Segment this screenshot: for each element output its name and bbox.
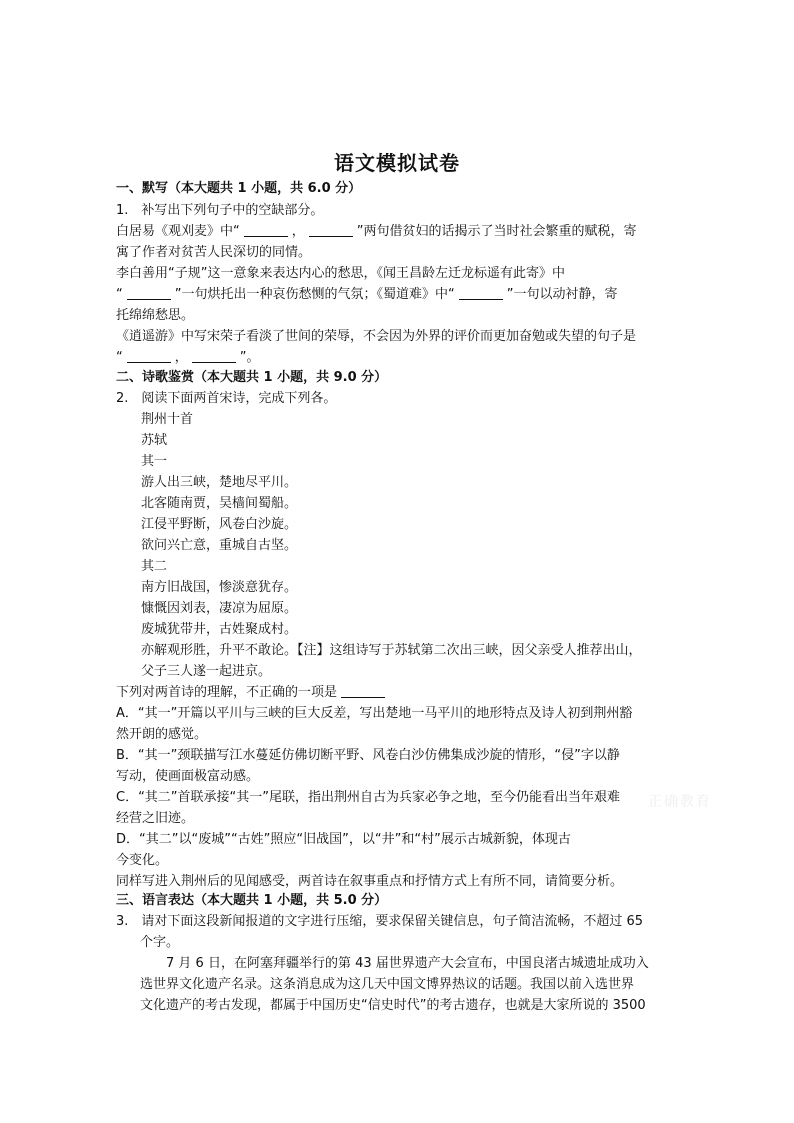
news-paragraph-line: 7 月 6 日，在阿塞拜疆举行的第 43 届世界遗产大会宣布，中国良渚古城遗址成功入 — [166, 956, 649, 971]
text: ”一句烘托出一种哀伤愁恻的气氛；《蜀道难》中“ — [174, 287, 455, 302]
question-1-line: 托绵绵愁思。 — [116, 308, 195, 323]
answer-blank[interactable] — [341, 685, 385, 698]
section-heading-2: 二、诗歌鉴赏（本大题共 1 小题，共 9.0 分） — [116, 370, 388, 385]
poem-line: 废城犹带井，古姓聚成村。 — [141, 622, 298, 637]
poem-line: 其二 — [141, 559, 168, 574]
poem-line: 慷慨因刘表，凄凉为屈原。 — [141, 601, 298, 616]
question-3-stem: 3. 请对下面这段新闻报道的文字进行压缩，要求保留关键信息，句子简洁流畅，不超过 65 — [116, 914, 644, 929]
option-line: D．“其二”以“废城”“古姓”照应“旧战国”，以“井”和“村”展示古城新貌，体现古 — [116, 832, 571, 847]
question-2-stem: 2. 阅读下面两首宋诗，完成下列各。 — [116, 391, 337, 406]
section-heading-1: 一、默写（本大题共 1 小题，共 6.0 分） — [116, 181, 362, 196]
news-paragraph-line: 文化遗产的考古发现，都属于中国历史“信史时代”的考古遗存，也就是大家所说的 3500 — [140, 998, 646, 1013]
answer-blank[interactable] — [459, 287, 503, 300]
question-1-line — [116, 287, 617, 303]
answer-blank[interactable] — [192, 350, 236, 363]
question-1-line: 寓了作者对贫苦人民深切的同情。 — [116, 245, 312, 260]
option-line: 今变化。 — [116, 853, 169, 868]
poem-line: 其一 — [141, 454, 168, 469]
text: “ — [116, 287, 123, 302]
poem-line: 北客随南贾，吴樯间蜀船。 — [141, 496, 298, 511]
option-line: 经营之旧迹。 — [116, 811, 195, 826]
answer-blank[interactable] — [127, 287, 171, 300]
poem-last-line: 亦解观形胜，升平不敢论。 — [141, 643, 298, 658]
option-line: C．“其二”首联承接“其一”尾联，指出荆州自古为兵家必争之地，至今仍能看出当年艰难 — [116, 790, 621, 805]
poem-line: 荆州十首 — [141, 412, 194, 427]
answer-blank[interactable] — [309, 224, 353, 237]
poem-line: 欲问兴亡意，重城自古坚。 — [141, 538, 298, 553]
question-2-ask — [116, 685, 389, 701]
text: 白居易《观刈麦》中“ — [116, 224, 240, 239]
question-1-line — [116, 224, 637, 240]
question-2-analysis: 同样写进入荆州后的见闻感受，两首诗在叙事重点和抒情方式上有所不同，请简要分析。 — [116, 874, 624, 889]
poem-line: 南方旧战国，惨淡意犹存。 — [141, 580, 298, 595]
text: ”。 — [239, 350, 260, 365]
option-line: 然开朗的感觉。 — [116, 727, 208, 742]
poem-note-line — [141, 643, 642, 659]
section-heading-3: 三、语言表达（本大题共 1 小题，共 5.0 分） — [116, 893, 388, 908]
poem-note-line: 父子三人遂一起进京。 — [141, 664, 272, 679]
option-line: B．“其一”颈联描写江水蔓延仿佛切断平野、风卷白沙仿佛集成沙旋的情形，“侵”字以静 — [116, 748, 620, 763]
question-3-stem: 个字。 — [140, 935, 180, 950]
news-paragraph-line: 选世界文化遗产名录。这条消息成为这几天中国文博界热议的话题。我国以前入选世界 — [140, 977, 635, 992]
watermark: 正确教育 — [648, 794, 712, 810]
poem-line: 苏轼 — [141, 433, 168, 448]
text: “ — [116, 350, 123, 365]
answer-blank[interactable] — [244, 224, 288, 237]
text: ， — [174, 350, 188, 365]
question-1-stem: 1. 补写出下列句子中的空缺部分。 — [116, 203, 324, 218]
text: ”一句以动衬静，寄 — [506, 287, 618, 302]
question-1-line: 李白善用“子规”这一意象来表达内心的愁思，《闻王昌龄左迁龙标遥有此寄》中 — [116, 266, 565, 281]
answer-blank[interactable] — [127, 350, 171, 363]
page-title: 语文模拟试卷 — [334, 151, 460, 175]
text: 下列对两首诗的理解，不正确的一项是 — [116, 685, 338, 700]
question-1-line: 《逍遥游》中写宋荣子看淡了世间的荣辱，不会因为外界的评价而更加奋勉或失望的句子是 — [116, 329, 637, 344]
note-text: 【注】这组诗写于苏轼第二次出三峡，因父亲受人推荐出山， — [297, 643, 642, 658]
option-line: 写动，使画面极富动感。 — [116, 769, 260, 784]
poem-line: 江侵平野断，风卷白沙旋。 — [141, 517, 298, 532]
text: ， — [291, 224, 305, 239]
question-1-line — [116, 350, 260, 366]
option-line: A．“其一”开篇以平川与三峡的巨大反差，写出楚地一马平川的地形特点及诗人初到荆州豁 — [116, 706, 633, 721]
poem-line: 游人出三峡，楚地尽平川。 — [141, 475, 298, 490]
text: ”两句借贫妇的话揭示了当时社会繁重的赋税，寄 — [356, 224, 637, 239]
